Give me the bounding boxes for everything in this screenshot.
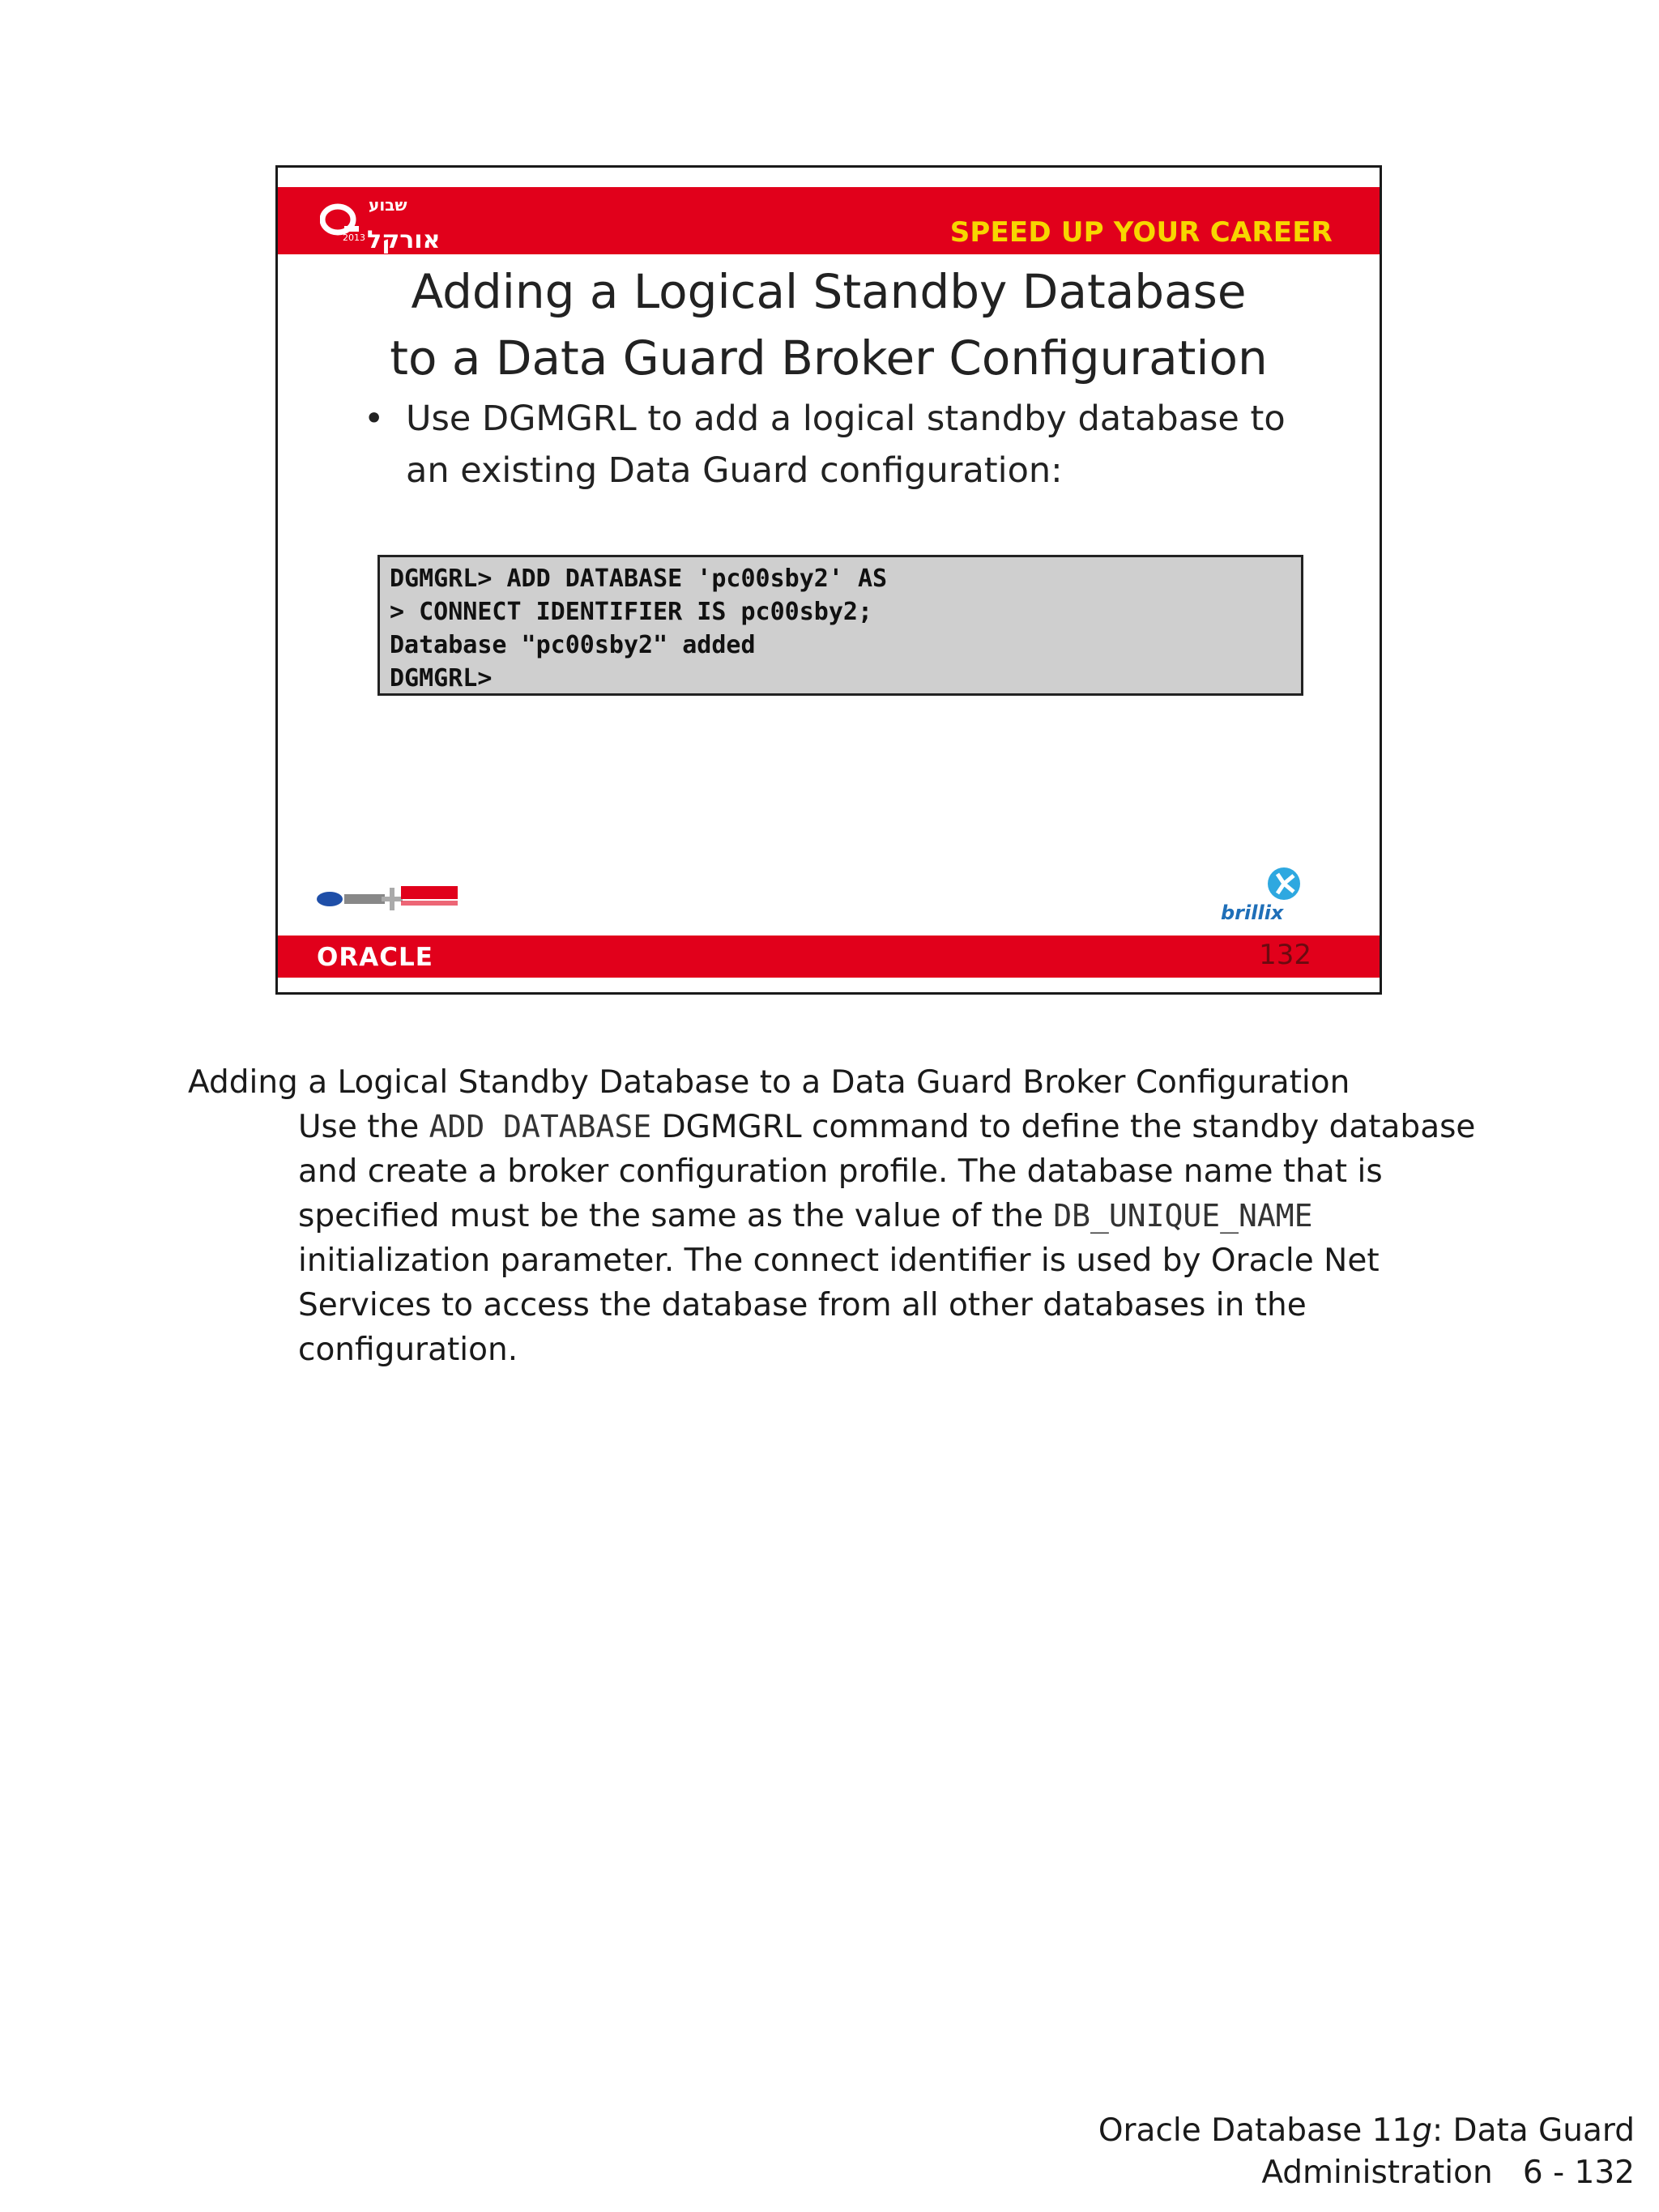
code-line: Database "pc00sby2" added [390, 631, 756, 659]
oracle-logo: ORACLE [317, 943, 433, 972]
slide-title-line-2: to a Data Guard Broker Configuration [390, 330, 1268, 386]
slide-number: 132 [1259, 939, 1311, 971]
event-logo-year: 2013 [343, 232, 365, 243]
code-line: DGMGRL> ADD DATABASE 'pc00sby2' AS [390, 565, 888, 593]
notes-text: DGMGRL command to define the standby database and create a broker configuration profile. The database name that is specified must be the same as the value of the [298, 1109, 1476, 1234]
svg-text:brillix: brillix [1221, 901, 1284, 924]
notes-paragraph [298, 1105, 1481, 1372]
slide-title-line-1: Adding a Logical Standby Database [411, 264, 1247, 319]
code-block [377, 555, 1303, 696]
slide-bullet [360, 393, 1300, 497]
notes-text: Use the [298, 1109, 429, 1145]
footer-text: : Data Guard [1432, 2112, 1635, 2149]
footer-italic: g [1412, 2112, 1432, 2149]
slide-title [278, 258, 1380, 391]
brillix-logo-icon [1218, 866, 1315, 934]
partner-logo-icon [315, 883, 461, 918]
code-line: DGMGRL> [390, 664, 493, 693]
footer-line-2: Administration 6 - 132 [1261, 2154, 1635, 2191]
slide-footer-band [278, 936, 1380, 978]
notes-heading: Adding a Logical Standby Database to a Data Guard Broker Configuration [188, 1064, 1350, 1101]
notes-code-db-unique-name: DB_UNIQUE_NAME [1053, 1198, 1313, 1234]
event-logo-hebrew-top: שבוע [369, 195, 407, 215]
event-logo-hebrew-main: אורקל [367, 226, 441, 254]
notes-text: initialization parameter. The connect identifier is used by Oracle Net Services to access the database from all other databases in the configuration. [298, 1242, 1380, 1368]
slide-header-band [278, 187, 1380, 254]
tagline: SPEED UP YOUR CAREER [949, 216, 1333, 249]
code-line: > CONNECT IDENTIFIER IS pc00sby2; [390, 598, 873, 626]
slide-bullet-text: Use DGMGRL to add a logical standby database to an existing Data Guard configuration: [406, 399, 1286, 491]
bullet-glyph: • [364, 399, 385, 439]
page-footer [1068, 2110, 1635, 2194]
notes-code-add-database: ADD DATABASE [429, 1109, 652, 1144]
slide [275, 165, 1382, 995]
footer-text: Oracle Database 11 [1098, 2112, 1413, 2149]
footer-line-1 [1068, 2110, 1635, 2152]
